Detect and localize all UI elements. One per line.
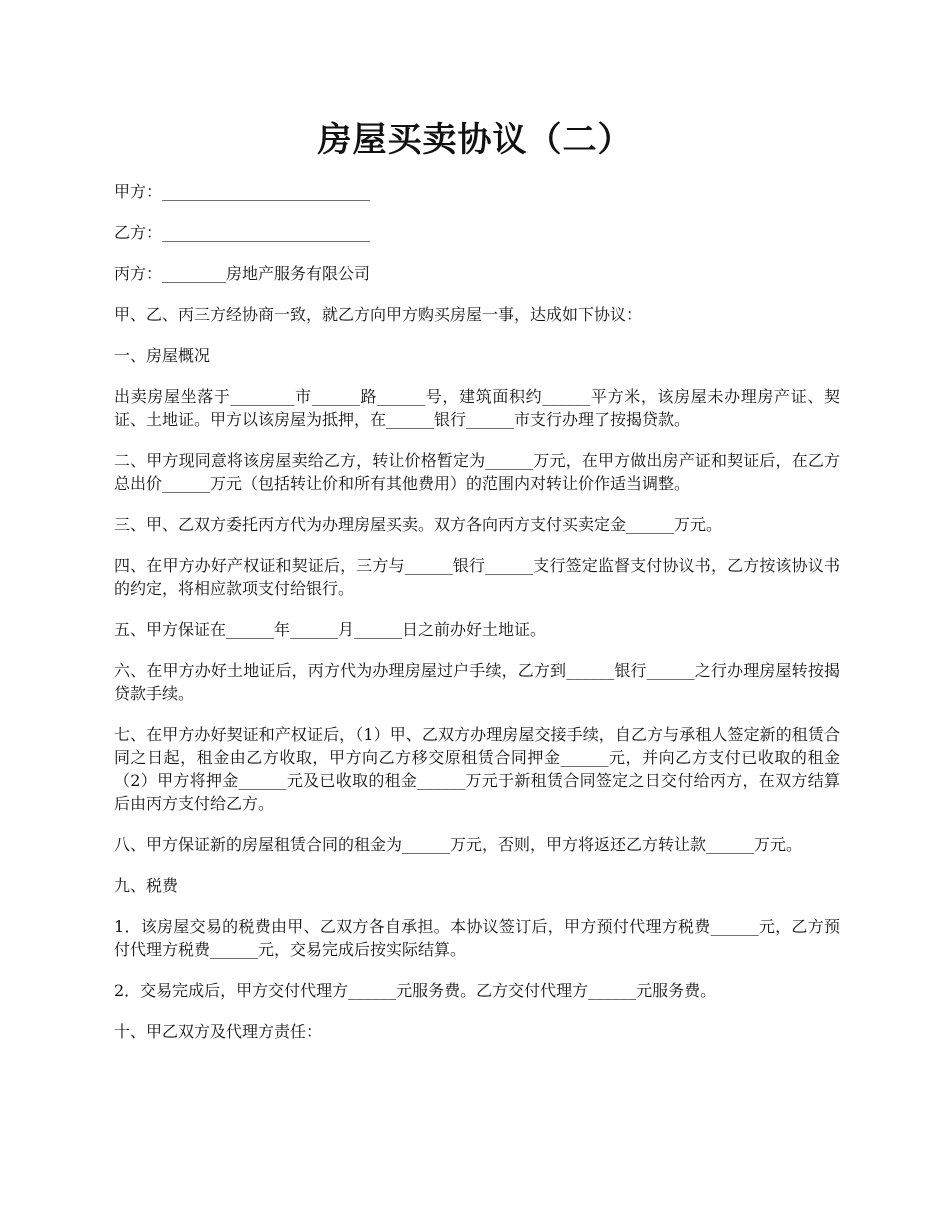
tax-item-1-paragraph: 1．该房屋交易的税费由甲、乙双方各自承担。本协议签订后，甲方预付代理方税费______元，乙方预付代理方税费______元，交易完成后按实际结算。 [114, 917, 840, 959]
clause-7-paragraph: 七、在甲方办好契证和产权证后，（1）甲、乙双方办理房屋交接手续，自乙方与承租人签定新的租赁合同之日起，租金由乙方收取，甲方向乙方移交原租赁合同押金______元，并向乙方支付已收取的租金（2）甲方将押金______元及已收取的租金______万元于新租赁合同签定之日交付给丙方，在双方结算后由丙方支付给乙方。 [114, 725, 840, 813]
section-heading-1: 一、房屋概况 [114, 346, 211, 365]
property-description-paragraph: 出卖房屋坐落于________市______路______号，建筑面积约______平方米，该房屋未办理房产证、契证、土地证。甲方以该房屋为抵押，在______银行______市支行办理了按揭贷款。 [114, 387, 840, 429]
clause-4-paragraph: 四、在甲方办好产权证和契证后，三方与______银行______支行签定监督支付协议书，乙方按该协议书的约定，将相应款项支付给银行。 [114, 556, 840, 598]
tax-item-2-paragraph: 2．交易完成后，甲方交付代理方______元服务费。乙方交付代理方______元服务费。 [114, 981, 717, 1000]
document-title: 房屋买卖协议（二） [317, 120, 633, 160]
clause-8-paragraph: 八、甲方保证新的房屋租赁合同的租金为______万元，否则，甲方将返还乙方转让款______万元。 [114, 835, 803, 854]
party-a-line: 甲方：__________________________ [114, 182, 371, 201]
party-c-line: 丙方：________房地产服务有限公司 [114, 264, 371, 283]
section-heading-9: 九、税费 [114, 876, 179, 895]
party-b-line: 乙方：__________________________ [114, 223, 371, 242]
clause-5-paragraph: 五、甲方保证在______年______月______日之前办好土地证。 [114, 620, 547, 639]
clause-6-paragraph: 六、在甲方办好土地证后，丙方代为办理房屋过户手续，乙方到______银行______之行办理房屋转按揭贷款手续。 [114, 661, 840, 703]
section-heading-10: 十、甲乙双方及代理方责任： [114, 1022, 323, 1041]
document-body [114, 180, 840, 1061]
clause-3-paragraph: 三、甲、乙双方委托丙方代为办理房屋买卖。双方各向丙方支付买卖定金______万元。 [114, 515, 723, 534]
preamble-paragraph: 甲、乙、丙三方经协商一致，就乙方向甲方购买房屋一事，达成如下协议： [114, 305, 643, 324]
clause-2-paragraph: 二、甲方现同意将该房屋卖给乙方，转让价格暂定为______万元，在甲方做出房产证和契证后，在乙方总出价______万元（包括转让价和所有其他费用）的范围内对转让价作适当调整。 [114, 451, 840, 493]
